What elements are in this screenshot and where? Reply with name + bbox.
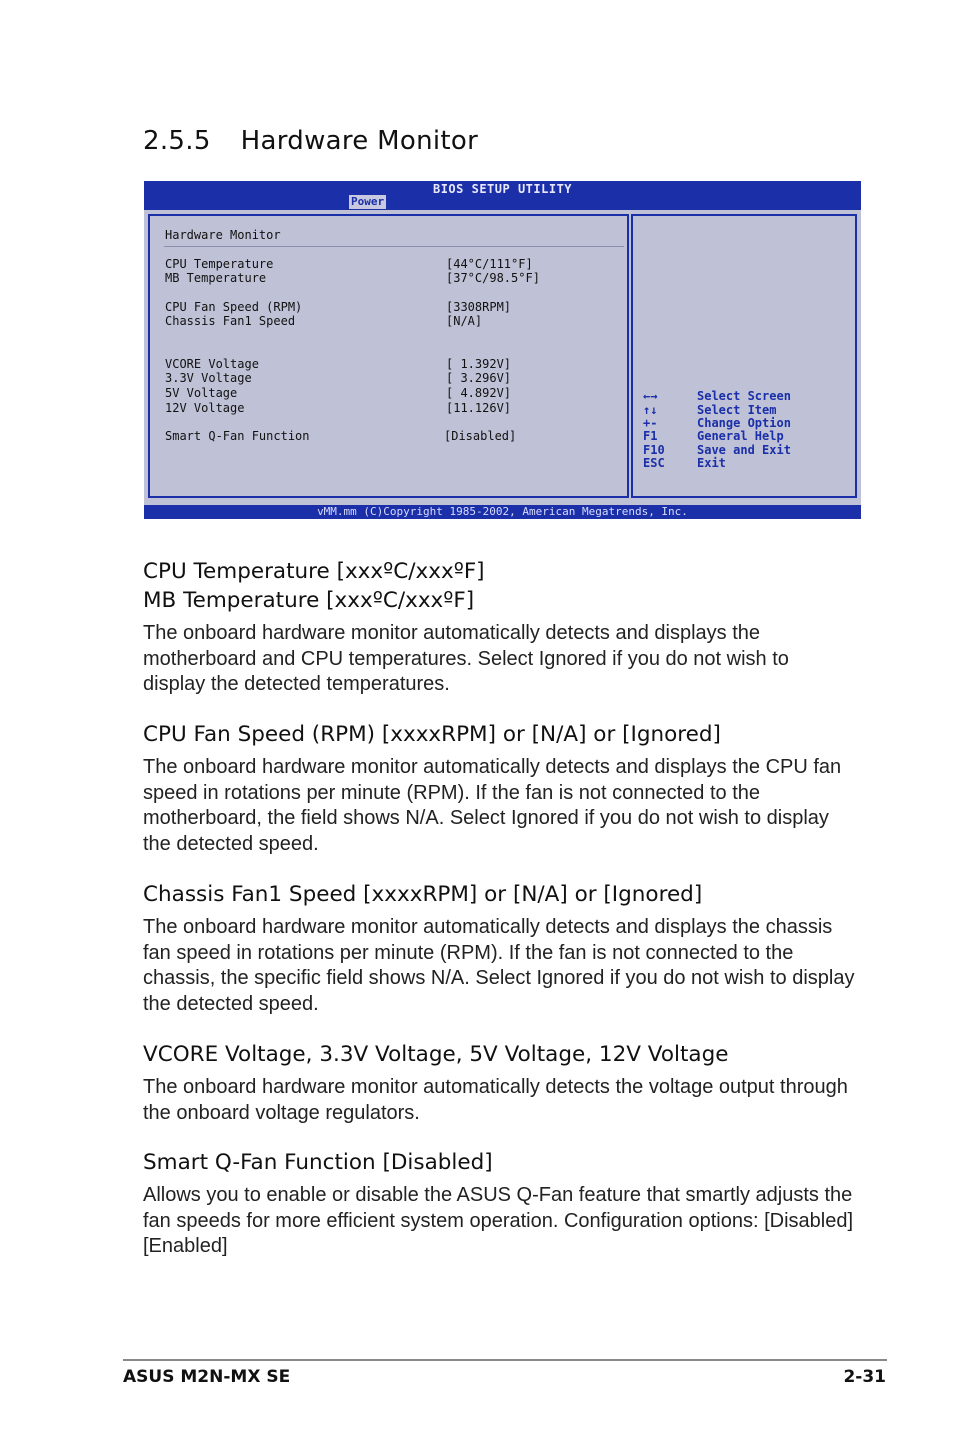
tab-power[interactable]: Power [351, 195, 385, 208]
bios-item-label: CPU Fan Speed (RPM) [165, 300, 303, 314]
bios-help-panel [631, 214, 857, 498]
help-save-exit: Save and Exit [697, 443, 791, 457]
help-change-option: Change Option [697, 416, 791, 430]
bios-item-label: Chassis Fan1 Speed [165, 314, 296, 328]
body-cpu-fan-speed: The onboard hardware monitor automatically detects and displays the CPU fan speed in rotations per minute (RPM). If the fan is not connected to the motherboard, the field shows N/A. Select Ignored if you do not wish to display the detected speed. [143, 756, 842, 855]
bios-item-label: CPU Temperature [165, 257, 274, 271]
bios-item-value: [11.126V] [446, 401, 512, 415]
bios-title: BIOS SETUP UTILITY [432, 182, 573, 196]
heading-voltages: VCORE Voltage, 3.3V Voltage, 5V Voltage, 12V Voltage [143, 1042, 729, 1067]
key-arrows-lr: ←→ [643, 389, 658, 403]
bios-item-value: [3308RPM] [446, 300, 512, 314]
footer-product-name: ASUS M2N-MX SE [123, 1367, 291, 1387]
bios-item-value: [ 3.296V] [446, 371, 512, 385]
bios-screenshot [144, 181, 861, 519]
footer-divider [123, 1359, 887, 1361]
bios-item-value: [N/A] [446, 314, 483, 328]
body-temperature: The onboard hardware monitor automatically detects and displays the motherboard and CPU temperatures. Select Ignored if you do not wish to display the detected temperatures. [143, 622, 789, 696]
section-title [143, 126, 478, 156]
bios-item-label: 3.3V Voltage [165, 371, 252, 385]
bios-settings-panel [148, 214, 629, 498]
help-select-screen: Select Screen [697, 389, 791, 403]
bios-item-value: [Disabled] [444, 429, 517, 443]
key-f10: F10 [643, 443, 665, 457]
bios-item-label: 5V Voltage [165, 386, 238, 400]
heading-smart-q-fan: Smart Q-Fan Function [Disabled] [143, 1150, 493, 1175]
bios-item-label: MB Temperature [165, 271, 267, 285]
help-general-help: General Help [697, 429, 784, 443]
bios-item-value: [44°C/111°F] [446, 257, 533, 271]
bios-panel-title: Hardware Monitor [165, 228, 281, 242]
bios-divider [164, 246, 624, 247]
bios-item-label: Smart Q-Fan Function [165, 429, 310, 443]
key-plus-minus: +- [643, 416, 658, 430]
bios-item-label: 12V Voltage [165, 401, 245, 415]
key-arrows-ud: ↑↓ [643, 403, 658, 417]
heading-line: CPU Temperature [xxxºC/xxxºF] [143, 559, 485, 584]
heading-chassis-fan-speed: Chassis Fan1 Speed [xxxxRPM] or [N/A] or [Ignored] [143, 882, 703, 907]
body-voltages: The onboard hardware monitor automatically detects the voltage output through the onboard voltage regulators. [143, 1076, 848, 1124]
footer-page-number: 2-31 [843, 1367, 886, 1387]
heading-temperature [143, 557, 485, 615]
body-chassis-fan-speed: The onboard hardware monitor automatically detects and displays the chassis fan speed in rotations per minute (RPM). If the fan is not connected to the chassis, the specific field shows N/A. Select Ignored if you do not wish to display the detected speed. [143, 916, 855, 1015]
bios-item-value: [ 4.892V] [446, 386, 512, 400]
bios-body [144, 210, 861, 505]
key-f1: F1 [643, 429, 658, 443]
key-esc: ESC [643, 456, 665, 470]
bios-item-value: [ 1.392V] [446, 357, 512, 371]
bios-copyright: vMM.mm (C)Copyright 1985-2002, American Megatrends, Inc. [317, 505, 688, 518]
section-number: 2.5.5 [143, 126, 211, 156]
body-smart-q-fan: Allows you to enable or disable the ASUS Q-Fan feature that smartly adjusts the fan speeds for more efficient system operation. Configuration options: [Disabled] [Enabled] [143, 1184, 854, 1258]
section-title-text: Hardware Monitor [240, 126, 479, 156]
heading-cpu-fan-speed: CPU Fan Speed (RPM) [xxxxRPM] or [N/A] or [Ignored] [143, 722, 721, 747]
heading-line: MB Temperature [xxxºC/xxxºF] [143, 588, 475, 613]
help-exit: Exit [697, 456, 726, 470]
bios-item-value: [37°C/98.5°F] [446, 271, 540, 285]
help-select-item: Select Item [697, 403, 777, 417]
bios-item-label: VCORE Voltage [165, 357, 259, 371]
